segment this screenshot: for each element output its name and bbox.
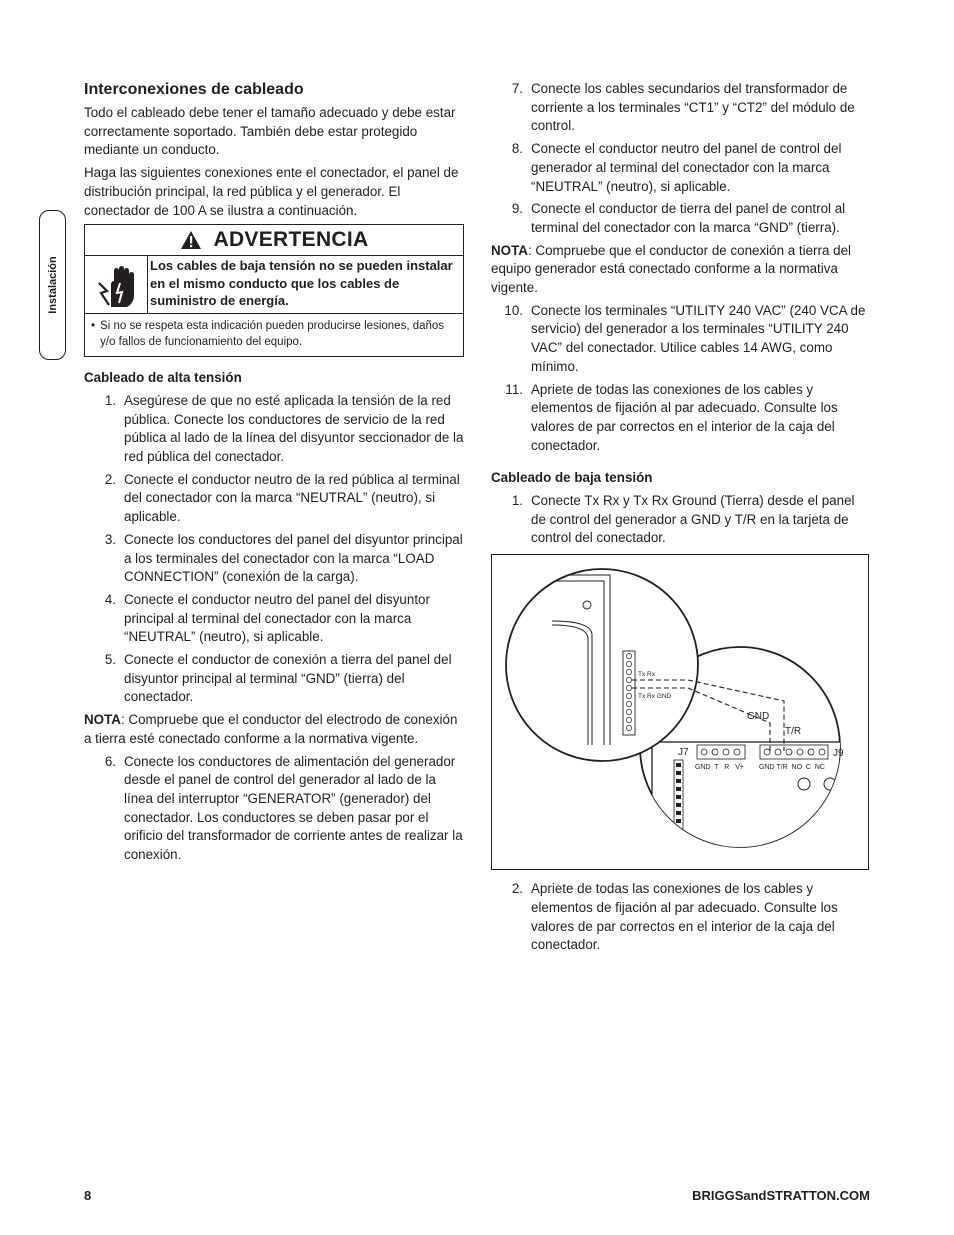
high-voltage-list-cont bbox=[84, 753, 464, 865]
note-paragraph bbox=[491, 242, 871, 298]
right-column bbox=[491, 80, 871, 959]
electric-shock-icon bbox=[85, 256, 148, 313]
bullet: • bbox=[91, 320, 96, 333]
note-paragraph bbox=[84, 711, 464, 748]
section-tab-label: Instalación bbox=[46, 256, 59, 314]
wiring-diagram bbox=[491, 554, 869, 870]
list-item: 2. Conecte el conductor neutro de la red pública al terminal del conectador con la marca “NEUTRAL” (neutro), si aplicable. bbox=[104, 471, 460, 525]
section-heading: Interconexiones de cableado bbox=[84, 81, 304, 98]
section-tab bbox=[39, 210, 66, 360]
warning-consequence bbox=[85, 314, 463, 356]
tr-label: T/R bbox=[785, 726, 802, 738]
footer-website: BRIGGSandSTRATTON.COM bbox=[692, 1188, 870, 1203]
high-voltage-heading: Cableado de alta tensión bbox=[84, 370, 242, 386]
intro-paragraph-1: Todo el cableado debe tener el tamaño adecuado y debe estar correctamente soportado. También debe estar protegido mediante un conducto. bbox=[84, 105, 456, 158]
note-label: NOTA bbox=[491, 242, 528, 258]
note-label: NOTA bbox=[84, 712, 121, 728]
note-text: : Compruebe que el conductor de conexión a tierra del equipo generador está conectado conforme a la normativa vigente. bbox=[491, 242, 852, 296]
connector-board bbox=[652, 742, 867, 868]
intro-paragraph-2: Haga las siguientes conexiones ente el conectador, el panel de distribución principal, la red pública y el generador. El conectador de 100 A se ilustra a continuación. bbox=[84, 165, 459, 218]
warning-header bbox=[85, 225, 463, 256]
warning-triangle-icon bbox=[180, 230, 202, 250]
list-item: 6. Conecte los conductores de alimentación del generador desde el panel de control del generador al lado de la línea del interruptor “GENERATOR” (generador) del conectador. Los conductores se deben pasar por el orificio del transformador de corriente antes de realizar la conexión. bbox=[104, 753, 463, 863]
low-voltage-heading: Cableado de baja tensión bbox=[491, 470, 653, 486]
warning-text: Los cables de baja tensión no se pueden instalar en el mismo conducto que los cables de suministro de energía. bbox=[150, 258, 453, 309]
note-text: : Compruebe que el conductor del electrodo de conexión a tierra esté conectado conforme a la normativa vigente. bbox=[84, 712, 458, 746]
panel-detail-circle bbox=[506, 569, 698, 761]
list-item: 1. Asegúrese de que no esté aplicada la tensión de la red pública. Conecte los conductores de servicio de la red pública al lado de la línea del disyuntor seccionador de la red pública del conectador. bbox=[104, 392, 464, 465]
warning-consequence-text: Si no se respeta esta indicación pueden producirse lesiones, daños y/o fallos de funcionamiento del equipo. bbox=[100, 320, 445, 349]
connection-list-a bbox=[491, 80, 871, 238]
low-voltage-list-cont bbox=[491, 880, 871, 955]
warning-body bbox=[85, 256, 463, 314]
j7-label: J7 bbox=[678, 747, 689, 759]
list-item: 2. Apriete de todas las conexiones de los cables y elementos de fijación al par adecuado. Consulte los valores de par correctos en el interior de la caja del conectador. bbox=[511, 881, 838, 953]
tx-rx-label: Tx Rx bbox=[638, 671, 655, 679]
warning-box bbox=[84, 224, 464, 357]
warning-title: ADVERTENCIA bbox=[213, 227, 369, 251]
wiring-diagram-svg bbox=[492, 555, 867, 868]
j7-pin-labels: GND T R V+ bbox=[695, 764, 744, 772]
list-item: 11. Apriete de todas las conexiones de los cables y elementos de fijación al par adecuado. Consulte los valores de par correctos en el interior de la caja del conectador. bbox=[505, 381, 838, 453]
list-item: 7. Conecte los cables secundarios del transformador de corriente a los terminales “CT1” y “CT2” del módulo de control. bbox=[511, 81, 855, 134]
list-item: 5. Conecte el conductor de conexión a tierra del panel del disyuntor principal al terminal “GND” (tierra) del conectador. bbox=[104, 652, 452, 705]
list-item: 1. Conecte Tx Rx y Tx Rx Ground (Tierra) desde el panel de control del generador a GND y T/R en la tarjeta de control del conectador. bbox=[511, 493, 855, 546]
list-item: 4. Conecte el conductor neutro del panel del disyuntor principal al terminal del conectador con la marca “NEUTRAL” (neutro), si aplicable. bbox=[104, 591, 430, 645]
left-column bbox=[84, 80, 464, 869]
j9-pin-labels: GND T/R NO C NC bbox=[759, 764, 825, 772]
list-item: 3. Conecte los conductores del panel del disyuntor principal a los terminales del conectador con la marca “LOAD CONNECTION” (conexión de la carga). bbox=[104, 531, 463, 585]
high-voltage-list bbox=[84, 392, 464, 707]
list-item: 9. Conecte el conductor de tierra del panel de control al terminal del conectador con la marca “GND” (tierra). bbox=[511, 201, 846, 235]
list-item: 8. Conecte el conductor neutro del panel de control del generador al terminal del conectador con la marca “NEUTRAL” (neutro), si aplicable. bbox=[511, 141, 842, 194]
connection-list-b bbox=[491, 302, 871, 456]
page-number: 8 bbox=[84, 1188, 92, 1203]
list-item: 10. Conecte los terminales “UTILITY 240 VAC” (240 VCA de servicio) del generador a los terminales “UTILITY 240 VAC” del conectador. Utilice cables 14 AWG, como mínimo. bbox=[504, 302, 866, 374]
tx-rx-gnd-label: Tx Rx GND bbox=[638, 693, 672, 701]
gnd-label: GND bbox=[747, 711, 770, 723]
j9-label: J9 bbox=[833, 748, 844, 760]
low-voltage-list bbox=[491, 492, 871, 548]
